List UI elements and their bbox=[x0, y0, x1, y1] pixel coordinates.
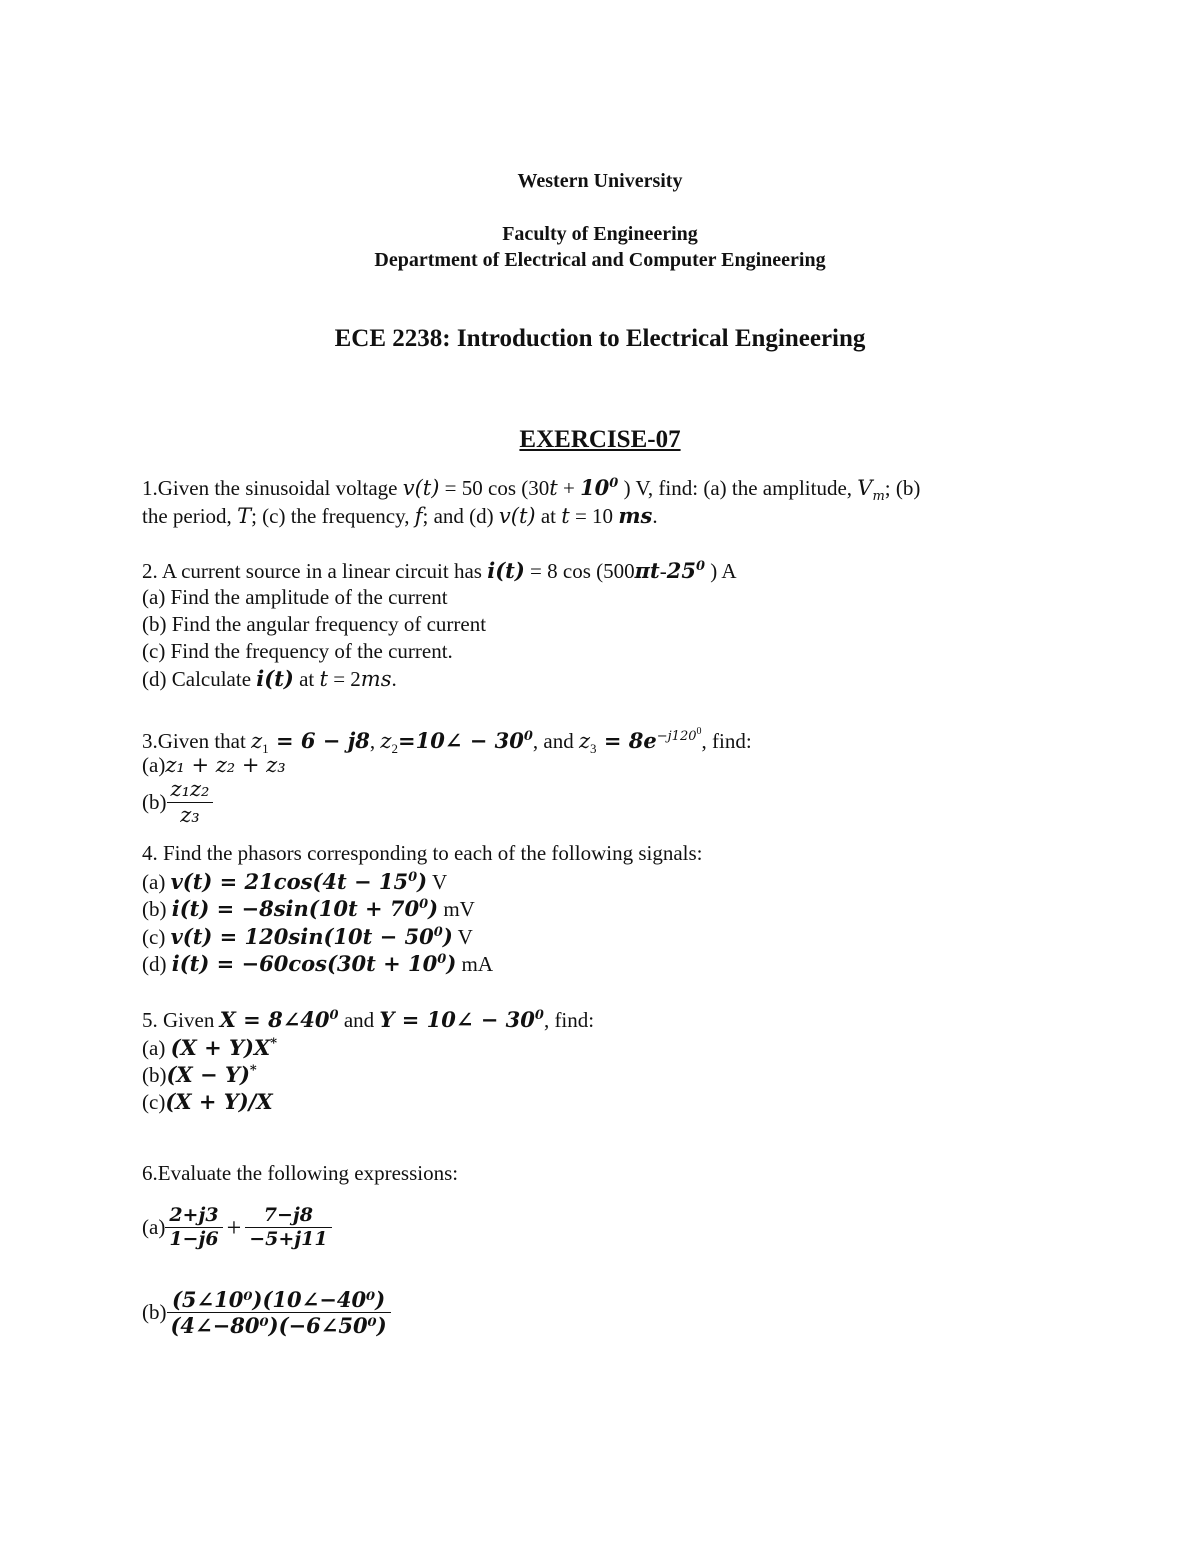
course-title: ECE 2238: Introduction to Electrical Engineering bbox=[334, 325, 866, 352]
q4-item: (a) $v(t) = 21\cos(4t - 15^0)$ V bbox=[142, 869, 448, 894]
q4-item: (d) $i(t) = -60\cos(30t + 10^0)$ mA bbox=[142, 951, 493, 976]
q1-line-1: 1.Given the sinusoidal voltage v(t) = 50 $\cos (30t + 10^0$ ) V, find: (a) the amplitude, $V_m$; (b) bbox=[142, 475, 921, 505]
university-name: Western University bbox=[517, 170, 683, 192]
department-name: Department of Electrical and Computer Engineering bbox=[374, 249, 826, 271]
q5-part-a: (a) (X + Y)X* bbox=[142, 1035, 278, 1060]
q4-intro: 4. Find the phasors corresponding to each of the following signals: bbox=[142, 841, 703, 865]
q2-part-b: (b) Find the angular frequency of current bbox=[142, 612, 487, 636]
q6-part-b: (b) $\frac{\text{(5∠10⁰)(10∠−40⁰)}}{\text{(4∠−80⁰)(−6∠50⁰)}}$ bbox=[142, 1287, 391, 1338]
q2-part-c: (c) Find the frequency of the current. bbox=[142, 639, 453, 663]
q5-intro: 5. Given $X = 8\angle 40^0$ and Y = 10∠ − $30^0$, find: bbox=[142, 1007, 595, 1032]
q4-item: (c) $v(t) = 120\sin(10t - 50^0)$ V bbox=[142, 924, 473, 949]
exercise-title: EXERCISE-07 bbox=[519, 426, 681, 453]
q3-part-b: (b) $\frac{\text{z₁z₂}}{\text{z₃}}$ bbox=[142, 777, 213, 828]
q6-part-a: (a) $\frac{2+j3}{1-j6}$ + $\frac{7-j8}{-5+j11}$ bbox=[142, 1204, 332, 1251]
q2-intro: 2. A current source in a linear circuit has i(t) = 8 $\cos (500\pi t-25^0$ ) A bbox=[142, 558, 737, 583]
q3-intro: 3.Given that $z_1 = 6 - j8$, $z_2=10\angle - 30^0$, and $z_3 = 8e^{-j1200}$, find: bbox=[142, 726, 752, 757]
q1-line-2: the period, T; (c) the frequency, f; and (d) v(t) at t = 10 ms. bbox=[142, 503, 658, 528]
q5-part-b: (b)(X − Y)* bbox=[142, 1062, 257, 1087]
q2-part-a: (a) Find the amplitude of the current bbox=[142, 585, 448, 609]
q6-intro: 6.Evaluate the following expressions: bbox=[142, 1161, 459, 1185]
q5-part-c: (c)(X + Y)/X bbox=[142, 1089, 273, 1114]
q2-part-d: (d) Calculate i(t) at t = 2ms. bbox=[142, 666, 397, 691]
q4-item: (b) $i(t) = -8\sin(10t + 70^0)$ mV bbox=[142, 896, 475, 921]
faculty-name: Faculty of Engineering bbox=[502, 223, 698, 245]
q3-part-a: (a)z₁ + z₂ + z₃ bbox=[142, 753, 286, 777]
